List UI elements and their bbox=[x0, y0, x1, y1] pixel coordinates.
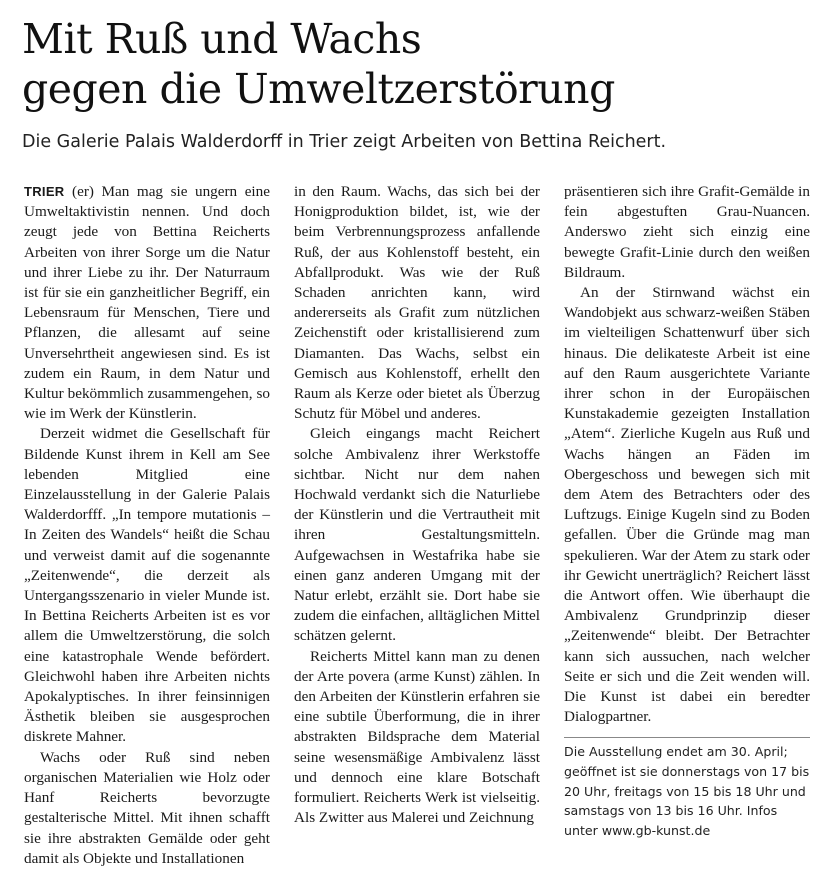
paragraph bbox=[24, 182, 270, 424]
exhibition-info-box: Die Ausstellung endet am 30. April; geöffnet ist sie donnerstags von 17 bis 20 Uhr, freitags von 15 bis 18 Uhr und samstags von 13 bis 16 Uhr. Infos unter www.gb-kunst.de bbox=[564, 737, 810, 840]
text-column-2 bbox=[294, 182, 540, 829]
paragraph: präsentieren sich ihre Grafit-Gemälde in fein abgestuften Grau-Nuancen. Anderswo zieht sich einzig eine bewegte Grafit-Linie durch den weißen Bildraum. bbox=[564, 183, 810, 281]
text-column-1 bbox=[24, 182, 270, 869]
paragraph: An der Stirnwand wächst ein Wandobjekt aus schwarz-weißen Stäben im vielteiligen Schattenwurf über sich hinaus. Die delikateste Arbeit ist eine auf den Raum ausgerichtete Variante ihrer schon in der Europäischen Kunstakademie gezeigten Installation „Atem“. Zierliche Kugeln aus Ruß und Wachs hängen an Fäden im Obergeschoss und bewegen sich mit dem Atem des Betrachters oder des Luftzugs. Einige Kugeln sind zu Boden gefallen. Über die Gründe mag man spekulieren. War der Atem zu stark oder ihr Gewicht unerträglich? Reichert lässt die Antwort offen. Wie überhaupt die Ambivalenz Grundprinzip dieser „Zeitenwende“ bleibt. Der Betrachter kann sich aussuchen, nach welcher Seite er sich und die Zeit wenden will. Die Kunst ist dabei ein beredter Dialogpartner. bbox=[564, 284, 810, 726]
dateline: TRIER bbox=[24, 184, 65, 199]
headline-line-2: gegen die Umweltzerstörung bbox=[22, 65, 615, 113]
paragraph: Wachs oder Ruß sind neben organischen Materialien wie Holz oder Hanf Reicherts bevorzugte gestalterische Mittel. Mit ihnen schafft sie ihre abstrakten Gemälde oder geht damit als Objekte und Installationen bbox=[24, 748, 270, 867]
paragraph: in den Raum. Wachs, das sich bei der Honigproduktion bildet, ist, wie der beim Verbrennungsprozess anfallende Ruß, der aus Kohlenstoff besteht, ein Abfallprodukt. Was wie der Ruß Schaden anrichten kann, wird andererseits als Grafit zum nützlichen Zeichenstift oder kristallisierend zum Diamanten. Das Wachs, selbst ein Gemisch aus Kohlenstoff, erhellt den Raum als Kerze oder bietet als Überzug Schutz für Möbel und anderes. bbox=[294, 183, 540, 423]
paragraph: Reicherts Mittel kann man zu denen der Arte povera (arme Kunst) zählen. In den Arbeiten der Künstlerin erfahren sie eine subtile Überformung, die in ihrer abstrakten Bildsprache dem Material seine wesensmäßige Ambivalenz lässt und dennoch eine klare Botschaft formuliert. Reicherts Werk ist vielseitig. Als Zwitter aus Malerei und Zeichnung bbox=[294, 647, 540, 827]
paragraph-text: (er) Man mag sie ungern eine Umweltaktivistin nennen. Und doch zeugt jede von Bettina Reicherts Arbeiten von ihrer Sorge um die Natur und ihrer Liebe zu ihr. Der Naturraum ist für sie ein ganzheitlicher Begriff, ein Lebensraum für Menschen, Tiere und Pflanzen, die allesamt auf seine Unversehrtheit angewiesen sind. Es ist zudem ein Raum, in dem Natur und Kultur bekömmlich zusammengehen, so wie im Werk der Künstlerin. bbox=[24, 183, 270, 423]
article-headline bbox=[22, 14, 802, 114]
article-subheadline: Die Galerie Palais Walderdorff in Trier zeigt Arbeiten von Bettina Reichert. bbox=[22, 132, 667, 152]
headline-line-1: Mit Ruß und Wachs bbox=[22, 15, 422, 63]
paragraph: Gleich eingangs macht Reichert solche Ambivalenz ihrer Werkstoffe sichtbar. Nicht nur dem nahen Hochwald verdankt sich die Naturliebe der Künstlerin und die Vertrautheit mit ihren Gestaltungsmitteln. Aufgewachsen in Westafrika habe sie einen ganz anderen Umgang mit der Natur erlebt, erzählt sie. Dort habe sie zudem die einfachen, alltäglichen Mittel schätzen gelernt. bbox=[294, 425, 540, 645]
paragraph: Derzeit widmet die Gesellschaft für Bildende Kunst ihrem in Kell am See lebenden Mitglied eine Einzelausstellung in der Galerie Palais Walderdorfff. „In tempore mutationis – In Zeiten des Wandels“ heißt die Schau und verweist damit auf die sogenannte „Zeitenwende“, die derzeit als Untergangsszenario in vieler Munde ist. In Bettina Reicherts Arbeiten ist es vor allem die Umweltzerstörung, die solch eine katastrophale Wende befördert. Gleichwohl haben ihre Arbeiten nichts Apokalyptisches. In ihrer feinsinnigen Ästhetik bleiben sie ausgesprochen diskrete Mahner. bbox=[24, 425, 270, 746]
text-column-3 bbox=[564, 182, 810, 840]
